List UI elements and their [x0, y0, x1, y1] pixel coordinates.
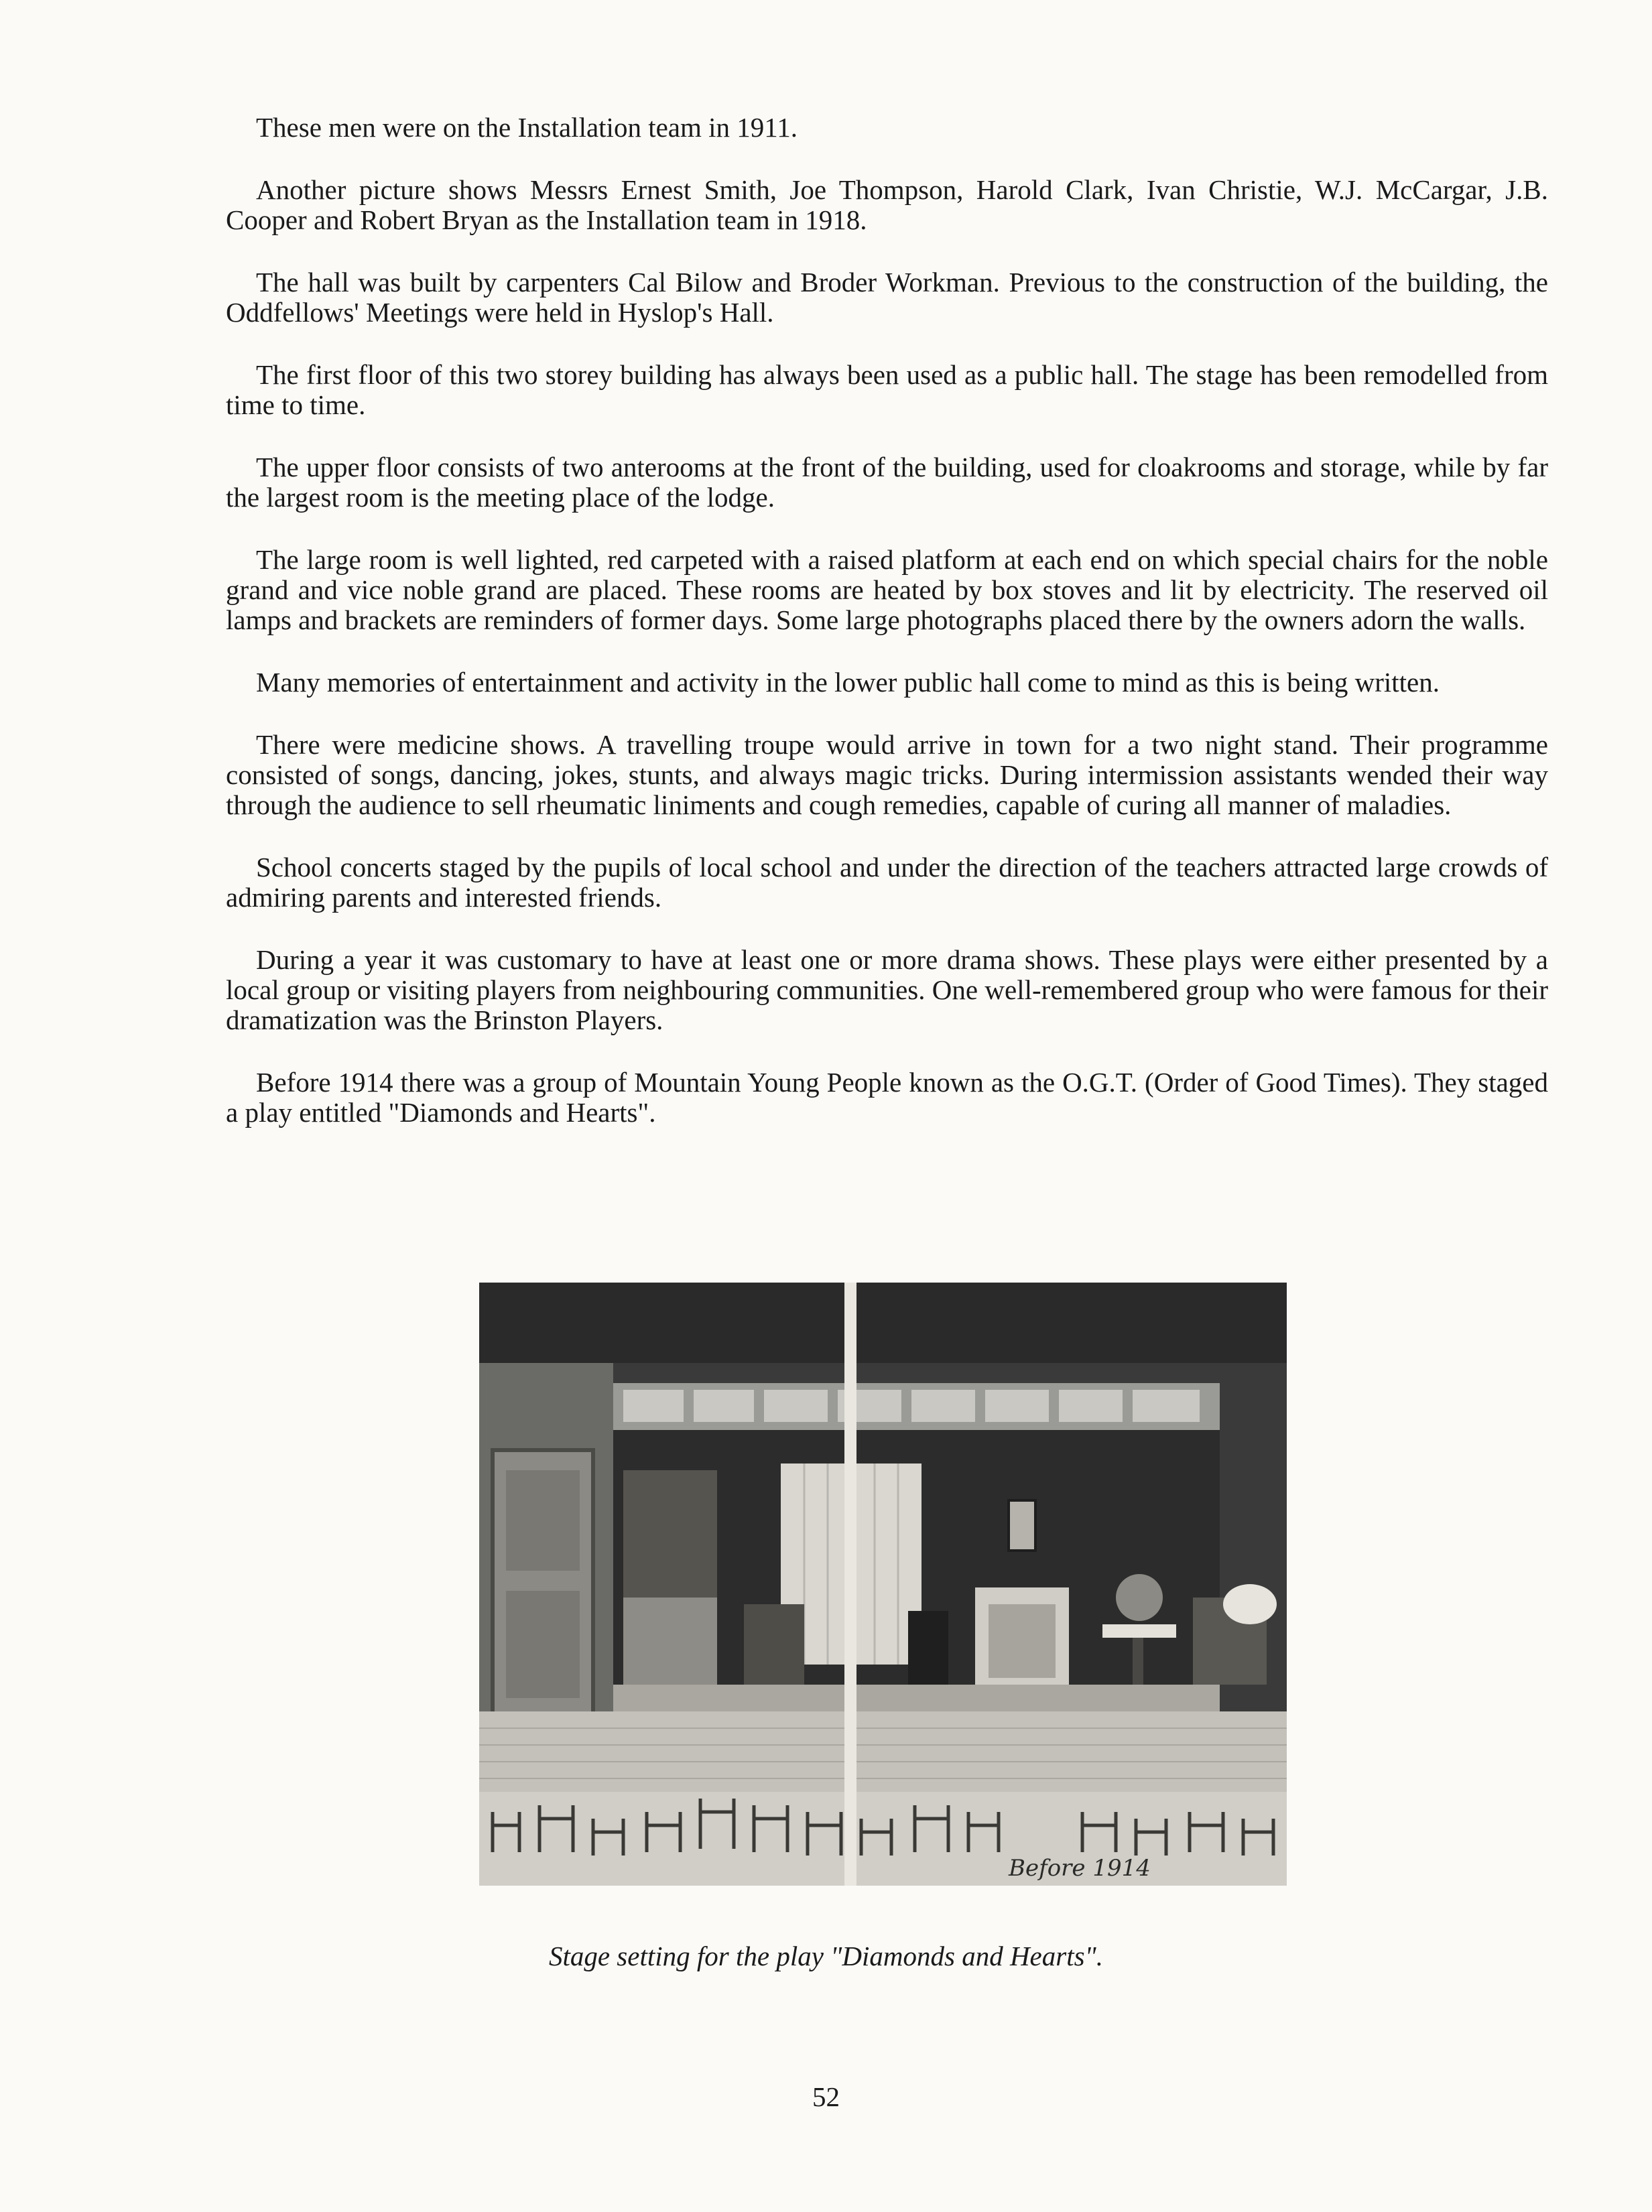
paragraph-2: Another picture shows Messrs Ernest Smith, Joe Thompson, Harold Clark, Ivan Christie, W.J. McCargar, J.B. Cooper and Robert Bryan as the Installation team in 1918. [226, 174, 1548, 235]
paragraph-8: There were medicine shows. A travelling troupe would arrive in town for a two night stand. Their programme consisted of songs, dancing, jokes, stunts, and always magic tricks. During intermission assistants wended their way through the audience to sell rheumatic liniments and cough remedies, capable of curing all manner of maladies. [226, 729, 1548, 820]
paragraph-1: These men were on the Installation team in 1911. [256, 112, 798, 143]
stage-photograph [479, 1283, 1287, 1886]
paragraph-5: The upper floor consists of two anterooms at the front of the building, used for cloakrooms and storage, while by far the largest room is the meeting place of the lodge. [226, 452, 1548, 513]
paragraph-3: The hall was built by carpenters Cal Bilow and Broder Workman. Previous to the construction of the building, the Oddfellows' Meetings were held in Hyslop's Hall. [226, 267, 1548, 328]
paragraph-10: During a year it was customary to have at least one or more drama shows. These plays were either presented by a local group or visiting players from neighbouring communities. One well-remembered group who were famous for their dramatization was the Brinston Players. [226, 944, 1548, 1035]
photo-caption: Stage setting for the play "Diamonds and Hearts". [548, 1941, 1104, 1971]
photo-handwritten-note: Before 1914 [1009, 1855, 1151, 1882]
paragraph-9: School concerts staged by the pupils of local school and under the direction of the teachers attracted large crowds of admiring parents and interested friends. [226, 852, 1548, 913]
paragraph-11: Before 1914 there was a group of Mountain Young People known as the O.G.T. (Order of Good Times). They staged a play entitled "Diamonds and Hearts". [226, 1067, 1548, 1128]
paragraph-4: The first floor of this two storey building has always been used as a public hall. The stage has been remodelled from time to time. [226, 359, 1548, 420]
page-number: 52 [812, 2081, 840, 2112]
body-text [226, 113, 1548, 1160]
paragraph-6: The large room is well lighted, red carpeted with a raised platform at each end on which special chairs for the noble grand and vice noble grand are placed. These rooms are heated by box stoves and lit by electricity. The reserved oil lamps and brackets are reminders of former days. Some large photographs placed there by the owners adorn the walls. [226, 544, 1548, 635]
paragraph-7: Many memories of entertainment and activity in the lower public hall come to mind as this is being written. [256, 667, 1440, 698]
